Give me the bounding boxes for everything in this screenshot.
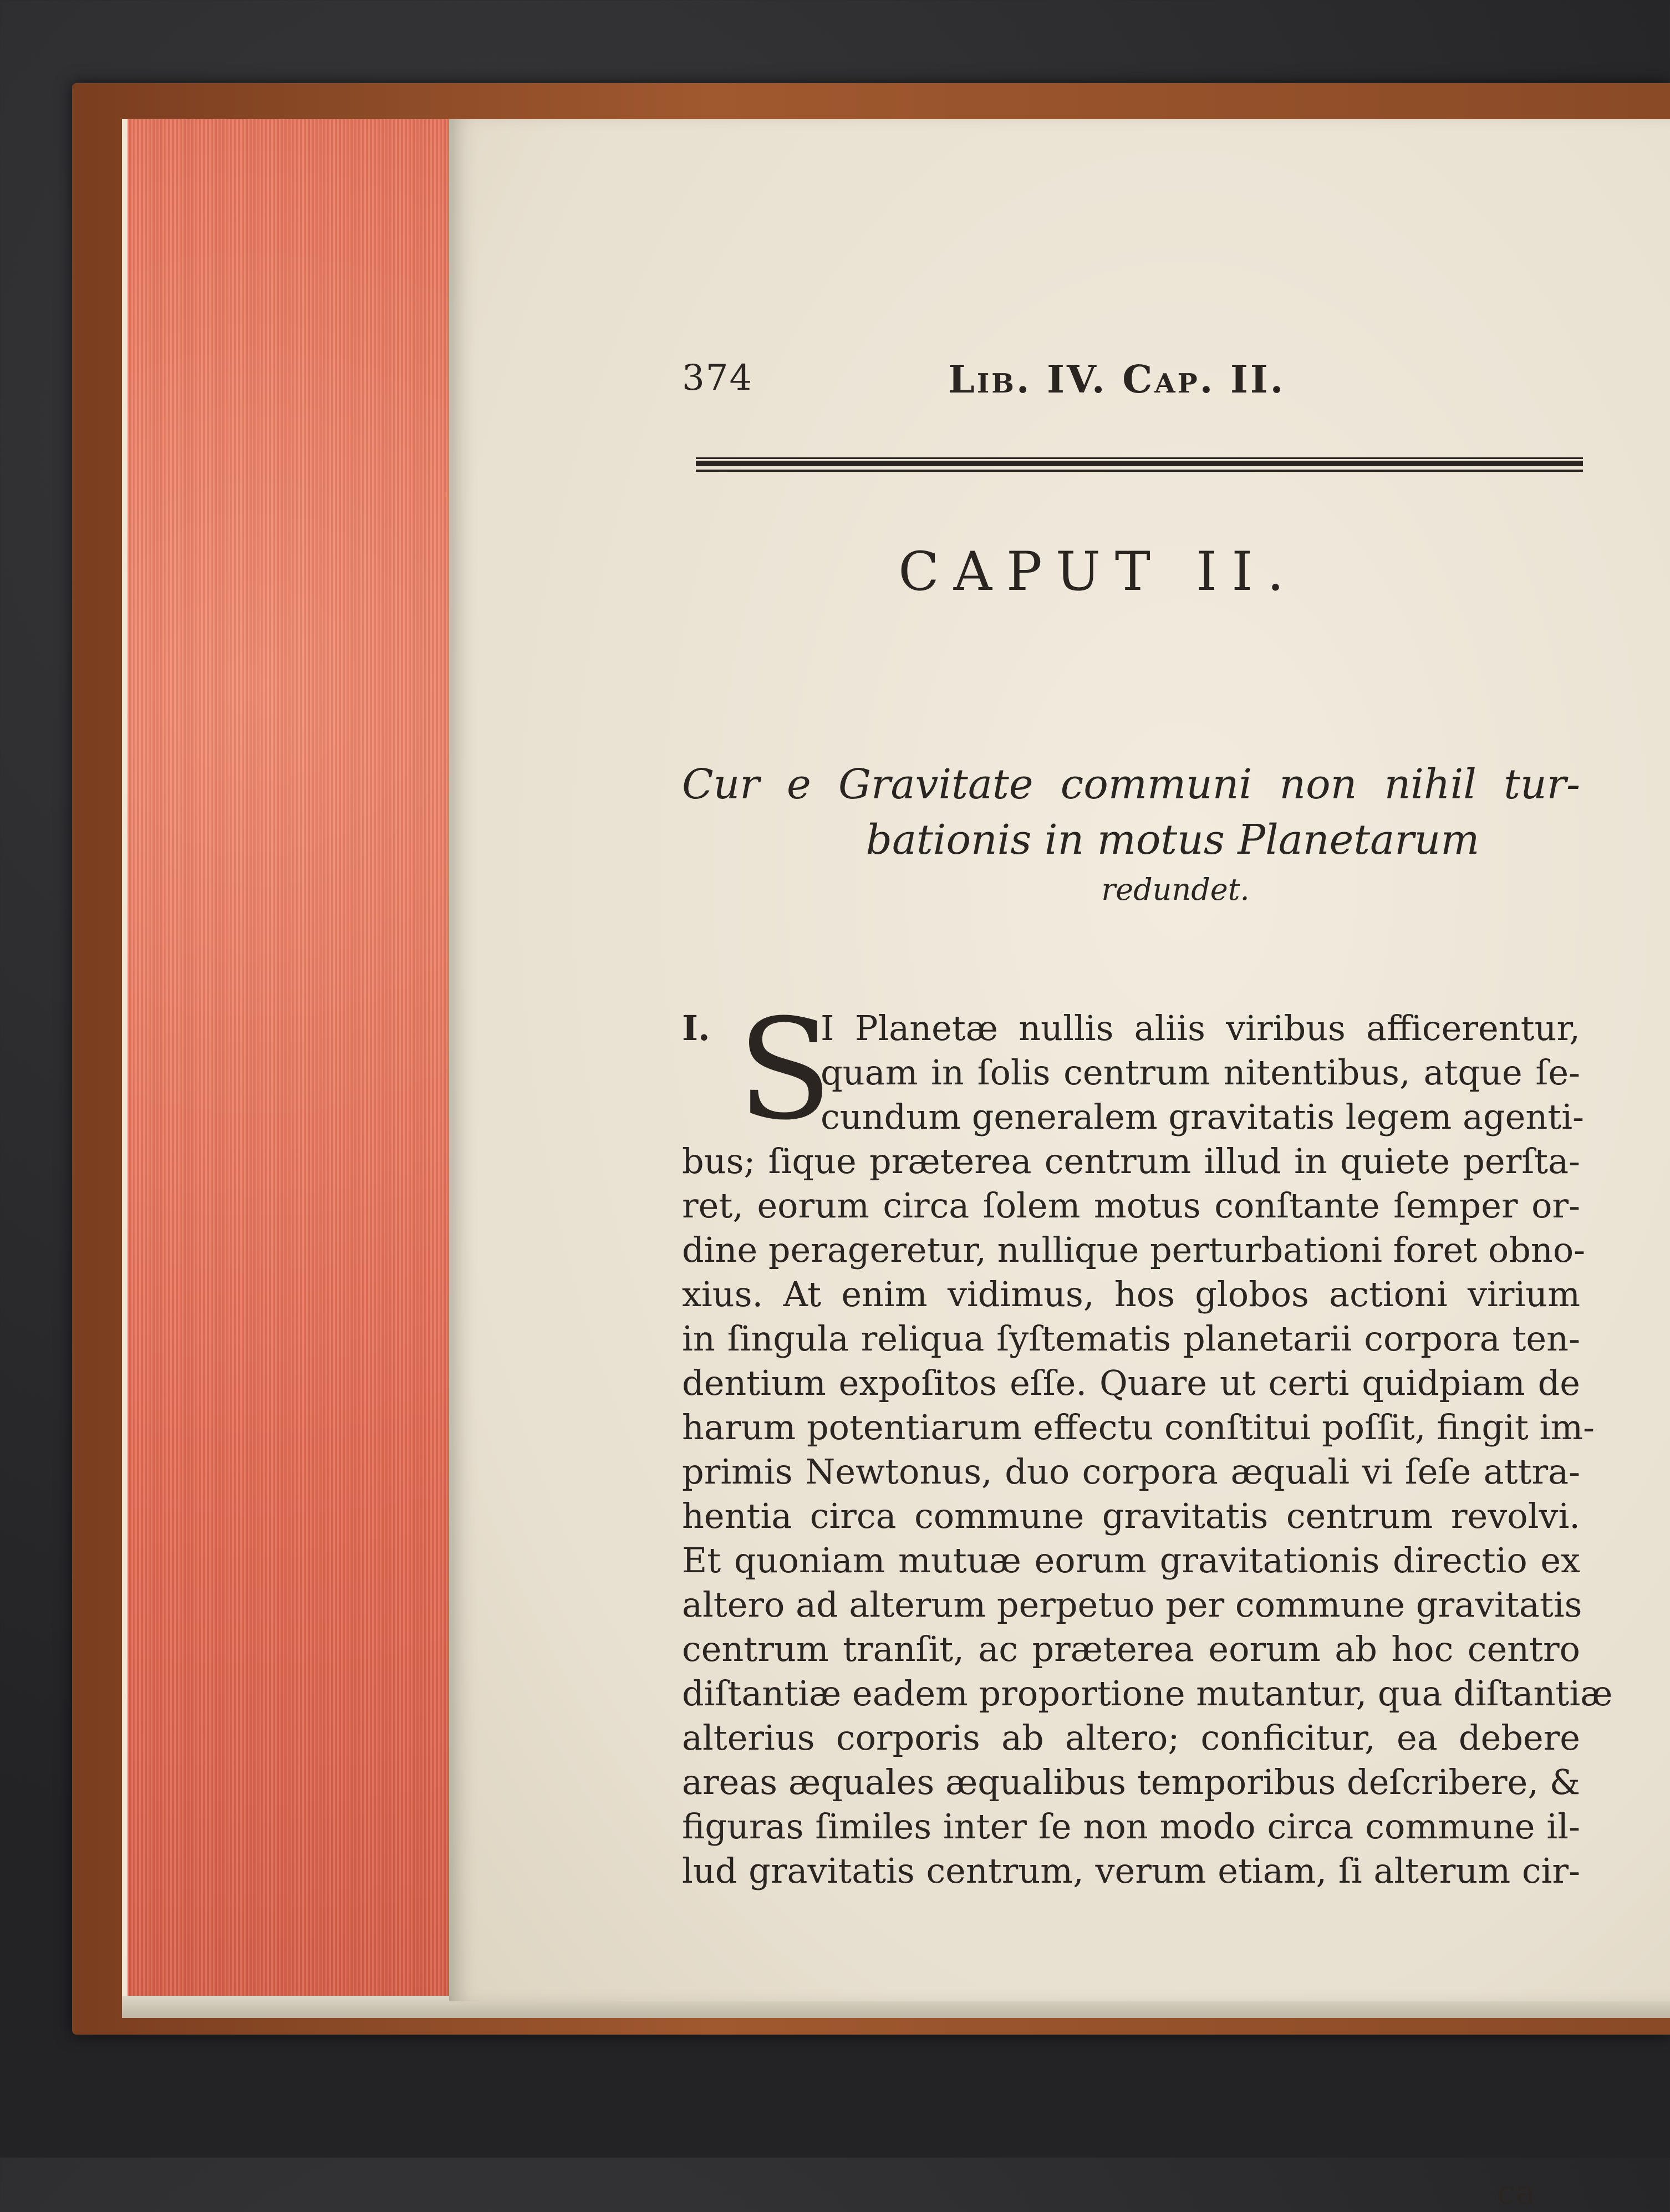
text-line: cundum generalem gravitatis legem agenti- bbox=[821, 1097, 1584, 1137]
text-line: I Planetæ nullis aliis viribus afficerentur, bbox=[821, 1008, 1580, 1048]
chapter-subtitle bbox=[682, 757, 1580, 912]
text-line: primis Newtonus, duo corpora æquali vi ſeſe attra- bbox=[682, 1451, 1580, 1492]
text-line: areas æquales æqualibus temporibus deſcribere, & bbox=[682, 1762, 1580, 1802]
text-line: in ſingula reliqua ſyſtematis planetarii corpora ten- bbox=[682, 1318, 1580, 1359]
text-line: centrum tranſit, ac præterea eorum ab hoc centro bbox=[682, 1629, 1580, 1669]
text-line: figuras ſimiles inter ſe non modo circa commune il- bbox=[682, 1806, 1580, 1847]
drop-capital: S bbox=[737, 989, 833, 1150]
text-line: diſtantiæ eadem proportione mutantur, qua diſtantiæ bbox=[682, 1673, 1613, 1714]
header-rule bbox=[696, 457, 1583, 480]
text-line: hentia circa commune gravitatis centrum revolvi. bbox=[682, 1496, 1580, 1536]
text-line: lud gravitatis centrum, verum etiam, ſi alterum cir- bbox=[682, 1851, 1580, 1891]
text-line: dine perageretur, nullique perturbationi foret obno- bbox=[682, 1230, 1586, 1270]
text-line: alterius corporis ab altero; conficitur, ea debere bbox=[682, 1717, 1580, 1758]
paragraph-number: I. bbox=[682, 1008, 710, 1048]
running-head: Lib. IV. Cap. II. bbox=[948, 358, 1286, 402]
chapter-title: CAPUT II. bbox=[898, 541, 1299, 603]
text-line: Et quoniam mutuæ eorum gravitationis directio ex bbox=[682, 1540, 1580, 1581]
text-line: harum potentiarum effectu conſtitui poſſit, fingit im- bbox=[682, 1407, 1595, 1448]
subtitle-line-1: Cur e Gravitate communi non nihil tur- bbox=[682, 761, 1580, 808]
text-line: quam in ſolis centrum nitentibus, atque ſe- bbox=[821, 1052, 1580, 1093]
text-line: xius. At enim vidimus, hos globos actioni virium bbox=[682, 1274, 1580, 1314]
page-number: 374 bbox=[682, 358, 753, 399]
text-line: bus; ſique præterea centrum illud in quiete perſta- bbox=[682, 1141, 1580, 1181]
page-edge-fore bbox=[122, 119, 455, 2001]
subtitle-line-3: redundet. bbox=[1101, 872, 1250, 907]
text-line: ret, eorum circa ſolem motus conſtante ſemper or- bbox=[682, 1185, 1580, 1226]
subtitle-line-2: bationis in motus Planetarum bbox=[865, 816, 1480, 864]
page-header bbox=[682, 358, 1569, 435]
paragraph-body bbox=[682, 989, 1613, 1893]
text-line: dentium expoſitos eſſe. Quare ut certi quidpiam de bbox=[682, 1363, 1580, 1403]
book-page bbox=[449, 119, 1670, 2212]
catchword: ca bbox=[1497, 2173, 1536, 2212]
text-line: altero ad alterum perpetuo per commune gravitatis bbox=[682, 1584, 1582, 1625]
